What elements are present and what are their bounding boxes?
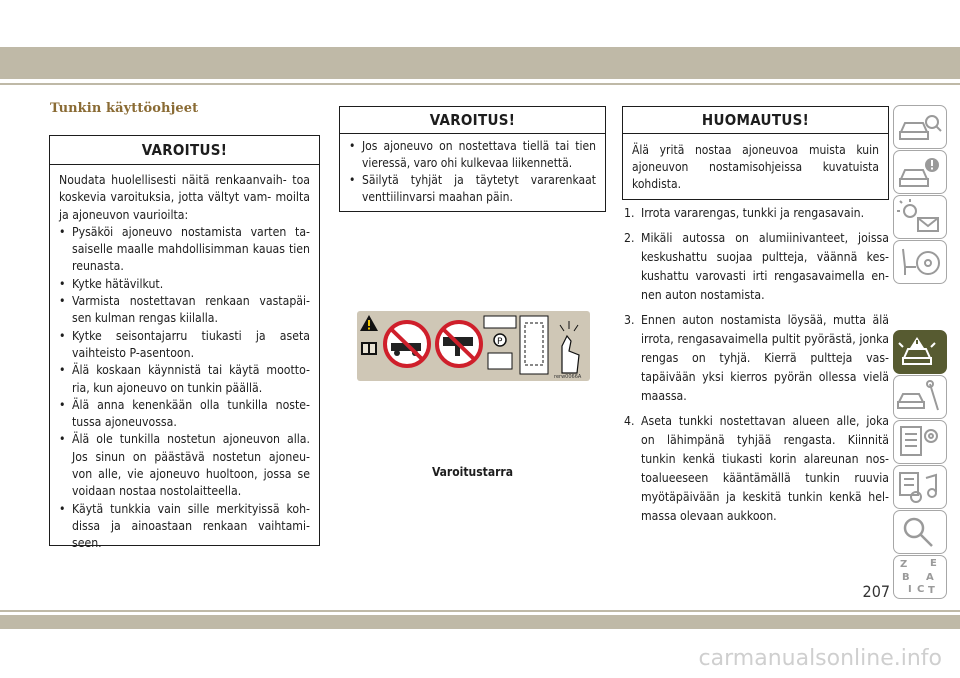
no-person-under-car-icon <box>385 322 429 366</box>
warning-item: • Jos ajoneuvo on nostettava tiellä tai tien vieressä, varo ohi kulkevaa liikennettä. <box>349 138 596 172</box>
note-heading: HUOMAUTUS! <box>623 107 888 134</box>
warning-item: • Älä koskaan käynnistä tai käytä mootto- ria, kun ajoneuvo on tunkin päällä. <box>59 362 310 397</box>
side-tab-seat-steering[interactable] <box>893 240 947 284</box>
side-tab-lights-message[interactable] <box>893 195 947 239</box>
step-text: Mikäli autossa on alumiinivanteet, joissa keskushattu suojaa pultteja, väännä kes- kushattu varovasti irti rengasavaimella en- nen auton nostamista. <box>641 231 889 302</box>
section-title: Tunkin käyttöohjeet <box>50 101 199 116</box>
step-text: Aseta tunkki nostettavan alueen alle, joka on lähimpänä tyhjää rengasta. Kiinnitä tunkin kenkä tiukasti korin alareunan nos- toalueeseen kääntämällä tunkin ruuvia myötäpäivään ja keskitä tunkin kenkä hel- massa olevaan aukkoon. <box>641 414 889 523</box>
side-tab-alphabet-index[interactable] <box>893 555 947 599</box>
warning-item: • Älä ole tunkilla nostetun ajoneuvon alla. Jos sinun on päästävä nostetun ajoneu- von alle, vie ajoneuvo huoltoon, jossa se voidaan nostaa nostolaitteella. <box>59 431 310 500</box>
warning-label-image <box>357 311 590 381</box>
header-rule <box>0 83 960 85</box>
car-alert-icon <box>894 151 945 192</box>
warning-item: • Kytke hätävilkut. <box>59 276 310 293</box>
car-info-icon <box>894 106 945 147</box>
search-index-icon <box>894 511 945 552</box>
side-tab-car-alert[interactable] <box>893 150 947 194</box>
side-tab-specifications[interactable] <box>893 420 947 464</box>
footer-rule <box>0 610 960 612</box>
footer-band <box>0 615 960 629</box>
svg-text:T: T <box>928 585 935 596</box>
step-number: 3. <box>624 313 635 327</box>
alphabet-index-icon <box>894 556 945 597</box>
warning-box-left <box>49 135 320 551</box>
warning-triangle-icon <box>360 315 378 331</box>
parking-jack-instruction-icon <box>484 316 516 369</box>
svg-text:Z: Z <box>900 559 908 570</box>
manual-book-icon <box>361 342 377 355</box>
warning-item: • Pysäköi ajoneuvo nostamista varten ta- saiselle maalle mahdollisimman kauas tien reunasta. <box>59 224 310 276</box>
side-tab-maintenance[interactable] <box>893 375 947 419</box>
warning-item: • Säilytä tyhjät ja täytetyt vararenkaat venttiilinvarsi maahan päin. <box>349 172 596 206</box>
warning-box-middle <box>339 106 606 212</box>
svg-text:P: P <box>497 337 503 347</box>
step-item <box>624 412 889 526</box>
svg-text:B: B <box>902 572 910 583</box>
no-car-on-jack-icon <box>437 322 481 366</box>
svg-text:A: A <box>926 572 934 583</box>
figure-caption: Varoitustarra <box>431 465 514 479</box>
step-number: 1. <box>624 206 635 220</box>
svg-text:E: E <box>930 558 937 569</box>
hand-pointing-icon <box>560 321 579 373</box>
step-item <box>624 311 889 406</box>
specifications-icon <box>894 421 945 462</box>
note-text: Älä yritä nostaa ajoneuvoa muista kuin ajoneuvon nostamisohjeissa kuvatuista kohdista. <box>632 143 879 191</box>
seat-steering-icon <box>894 241 945 282</box>
step-text: Ennen auton nostamista löysää, mutta älä irrota, rengasavaimella pultit pyörästä, jonka rengas on tyhjä. Kierrä pultteja vas- tapäivään yksi kierros pyörän ollessa vielä maassa. <box>641 313 889 403</box>
watermark: carmanualsonline.info <box>698 646 942 671</box>
svg-text:I: I <box>908 584 912 595</box>
figure-code: rerw0066A <box>554 374 582 380</box>
instruction-steps <box>624 204 889 532</box>
side-tab-multimedia[interactable] <box>893 465 947 509</box>
side-tab-emergency[interactable] <box>893 330 947 374</box>
warning-heading: VAROITUS! <box>340 107 605 134</box>
warning-item: • Älä anna kenenkään olla tunkilla noste- tussa ajoneuvossa. <box>59 397 310 432</box>
warning-heading: VAROITUS! <box>50 136 319 165</box>
step-text: Irrota vararengas, tunkki ja rengasavain. <box>641 206 865 220</box>
step-number: 2. <box>624 231 635 245</box>
side-tab-car-info[interactable] <box>893 105 947 149</box>
warning-item: • Kytke seisontajarru tiukasti ja aseta vaihteisto P-asentoon. <box>59 328 310 363</box>
step-item <box>624 204 889 223</box>
side-tab-search[interactable] <box>893 510 947 554</box>
warning-list <box>59 224 310 553</box>
step-number: 4. <box>624 414 635 428</box>
header-band <box>0 47 960 79</box>
page-number: 207 <box>862 582 890 601</box>
jack-points-diagram-icon <box>520 316 548 374</box>
warning-list <box>349 138 596 206</box>
maintenance-tools-icon <box>894 376 945 417</box>
multimedia-icon <box>894 466 945 507</box>
warning-intro: Noudata huolellisesti näitä renkaanvaih- toa koskevia varoituksia, jotta vältyt vam- moilta ja ajoneuvon vaurioilta: <box>59 173 310 222</box>
lights-message-icon <box>894 196 945 237</box>
note-box <box>622 106 889 200</box>
warning-item: • Varmista nostettavan renkaan vastapäi- sen kulman rengas kiilalla. <box>59 293 310 328</box>
warning-item: • Käytä tunkkia vain sille merkityissä koh- dissa ja ainoastaan renkaan vaihtami- seen. <box>59 501 310 553</box>
svg-text:C: C <box>917 584 925 595</box>
car-emergency-icon <box>894 331 945 372</box>
step-item <box>624 229 889 305</box>
